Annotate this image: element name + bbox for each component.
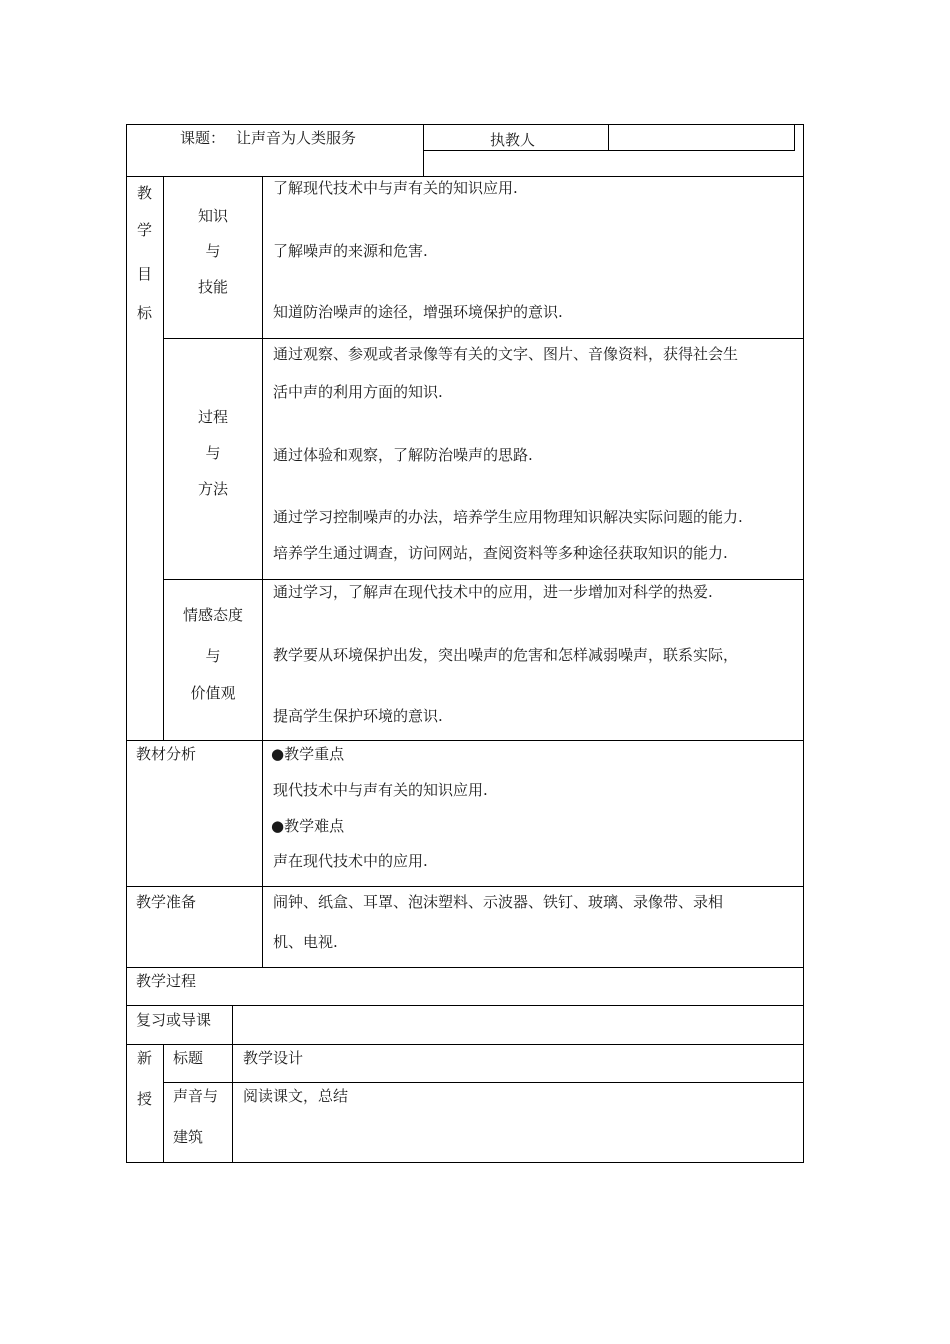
preparation-label: 教学准备 — [136, 893, 197, 911]
key-point-text: 现代技术中与声有关的知识应用. — [273, 781, 488, 799]
process-item: 通过观察、参观或者录像等有关的文字、图片、音像资料，获得社会生 — [273, 345, 739, 363]
attitude-item: 通过学习，了解声在现代技术中的应用，进一步增加对科学的热爱. — [273, 583, 713, 601]
difficulty-text: 声在现代技术中的应用. — [273, 852, 428, 870]
difficulty-title: ●教学难点 — [271, 817, 345, 835]
row-title-line: 建筑 — [173, 1128, 204, 1146]
col-design-header: 教学设计 — [243, 1049, 304, 1067]
preparation-line: 机、电视. — [273, 933, 338, 951]
process-section-label: 教学过程 — [136, 972, 197, 990]
new-lesson-char: 授 — [137, 1090, 153, 1108]
topic-title: 让声音为人类服务 — [236, 129, 357, 147]
process-label-line: 过程 — [197, 408, 228, 426]
attitude-label-line: 与 — [205, 647, 221, 665]
key-point-title: ●教学重点 — [271, 745, 345, 763]
process-item: 培养学生通过调查，访问网站，查阅资料等多种途径获取知识的能力. — [273, 544, 728, 562]
goals-label-char: 教 — [137, 184, 153, 202]
knowledge-label-line: 技能 — [197, 278, 228, 296]
knowledge-item: 了解噪声的来源和危害. — [273, 242, 428, 260]
attitude-item: 教学要从环境保护出发，突出噪声的危害和怎样减弱噪声，联系实际， — [273, 646, 739, 664]
analysis-label: 教材分析 — [136, 745, 197, 763]
new-lesson-char: 新 — [137, 1049, 153, 1067]
row-design-text: 阅读课文，总结 — [243, 1087, 349, 1105]
col-title-header: 标题 — [173, 1049, 204, 1067]
attitude-item: 提高学生保护环境的意识. — [273, 707, 443, 725]
review-label: 复习或导课 — [136, 1011, 212, 1029]
knowledge-item: 了解现代技术中与声有关的知识应用. — [273, 179, 518, 197]
knowledge-label-line: 知识 — [197, 207, 228, 225]
preparation-line: 闹钟、纸盒、耳罩、泡沫塑料、示波器、铁钉、玻璃、录像带、录相 — [273, 893, 724, 911]
process-label-line: 与 — [205, 444, 221, 462]
knowledge-item: 知道防治噪声的途径，增强环境保护的意识. — [273, 303, 563, 321]
process-item: 通过学习控制噪声的办法，培养学生应用物理知识解决实际问题的能力. — [273, 508, 743, 526]
knowledge-label-line: 与 — [205, 242, 221, 260]
goals-label-char: 目 — [137, 265, 153, 283]
goals-label-char: 学 — [137, 221, 153, 239]
topic-label: 课题： — [180, 129, 226, 147]
attitude-label-line: 情感态度 — [182, 606, 243, 624]
attitude-label-line: 价值观 — [190, 684, 236, 702]
process-item: 活中声的利用方面的知识. — [273, 383, 443, 401]
process-item: 通过体验和观察，了解防治噪声的思路. — [273, 446, 533, 464]
process-label-line: 方法 — [197, 480, 228, 498]
row-title-line: 声音与 — [173, 1087, 219, 1105]
teacher-label: 执教人 — [490, 131, 536, 149]
goals-label-char: 标 — [137, 304, 153, 322]
